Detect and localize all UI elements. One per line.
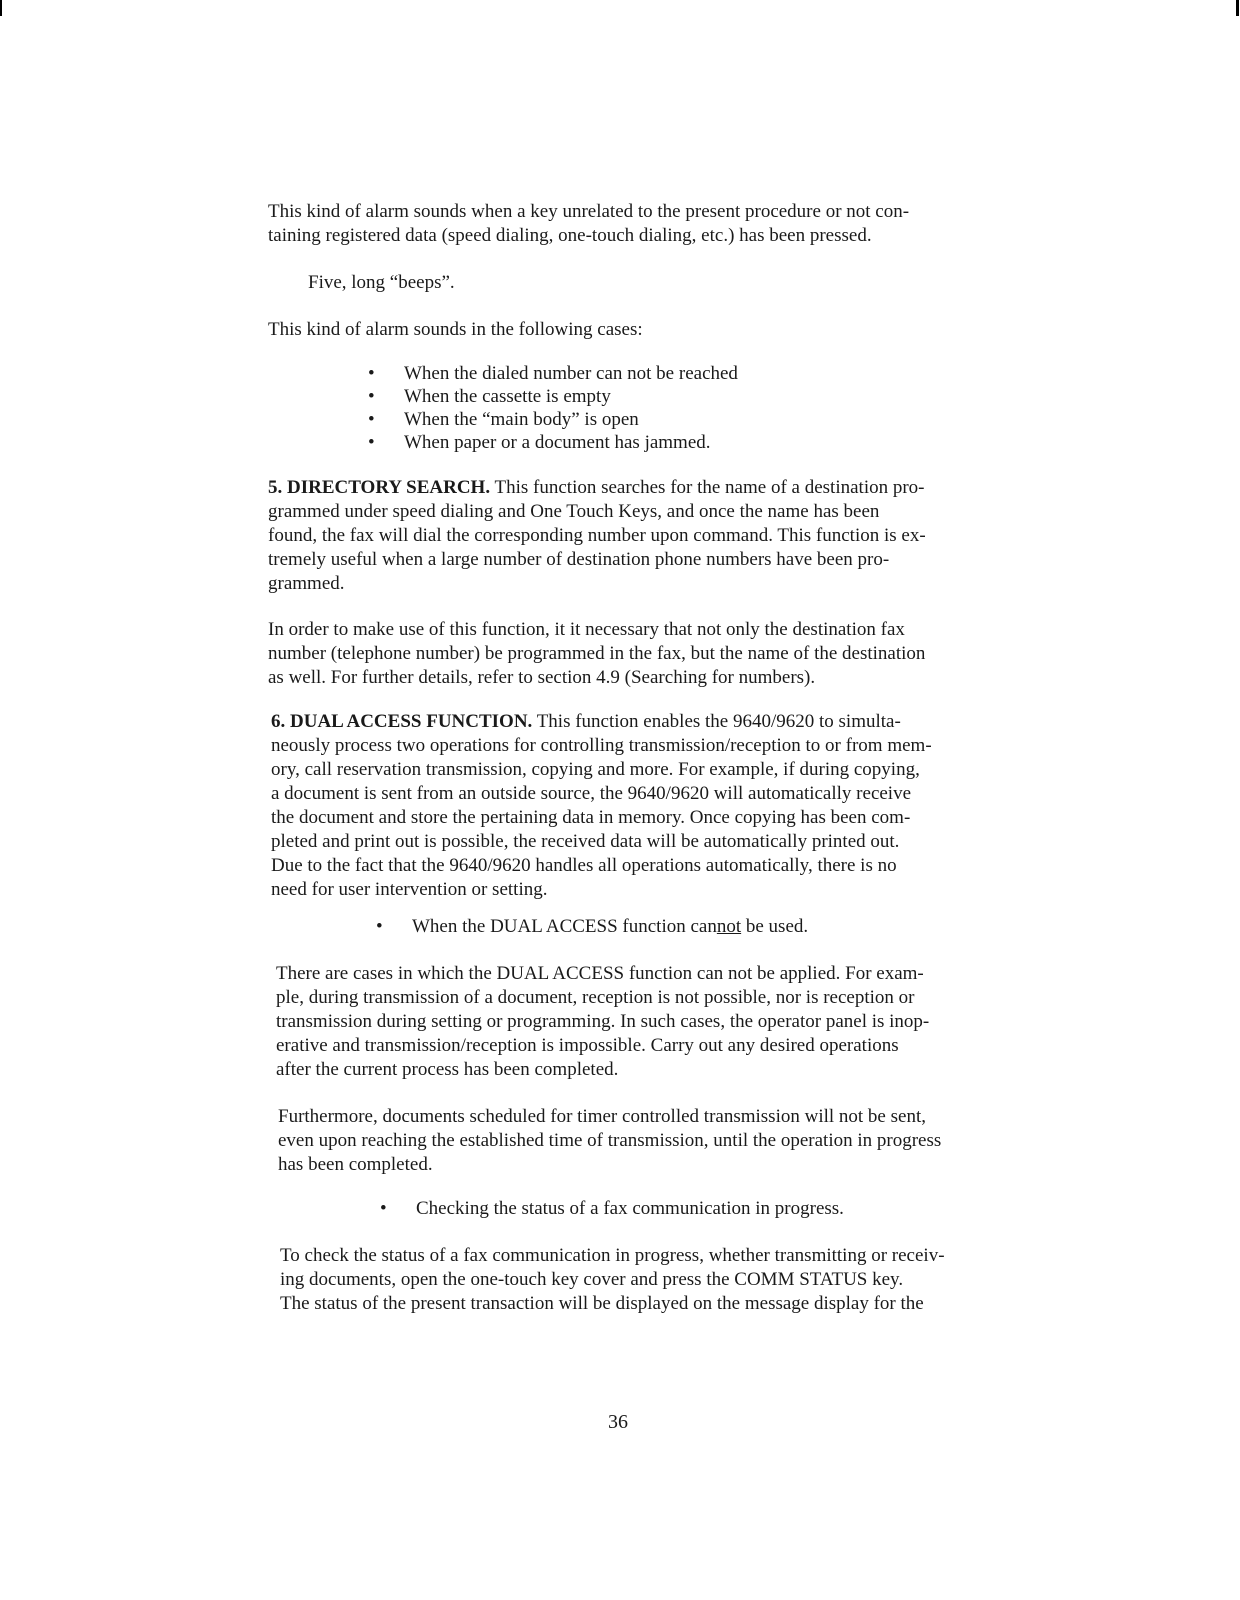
page-number: 36 bbox=[608, 1411, 628, 1433]
text-run: When the DUAL ACCESS function can bbox=[412, 916, 717, 937]
text-line: erative and transmission/reception is impossible. Carry out any desired operations bbox=[276, 1035, 899, 1056]
text-line: This kind of alarm sounds when a key unrelated to the present procedure or not con- bbox=[268, 201, 910, 222]
text-line: even upon reaching the established time of transmission, until the operation in progress bbox=[278, 1130, 942, 1151]
text-line: a document is sent from an outside source, the 9640/9620 will automatically receive bbox=[271, 783, 912, 804]
text-line: ple, during transmission of a document, reception is not possible, nor is reception or bbox=[276, 987, 915, 1008]
paragraph-directory-search-requirements bbox=[268, 618, 925, 690]
scan-edge-mark-left bbox=[0, 0, 2, 16]
text-line: after the current process has been completed. bbox=[276, 1059, 619, 1080]
bullet-icon: • bbox=[368, 409, 375, 430]
document-page: This kind of alarm sounds when a key unrelated to the present procedure or not con- taining registered data (speed dialing, one-touch dialing, etc.) has been pressed. Five, long “beeps”. This kind of alarm sounds in the following cases: • When the dialed number can not be reached • When the cassette is empty • When the “main body” is open • When paper or a document has jammed. 5. DIRECTORY SEARCH. This function searches for the name of a destination pro- grammed under speed dialing and One Touch Keys, and once the name has been found, the fax will dial the corresponding number upon command. This function is ex- tremely useful when a large number of destination phone numbers have been pro- grammed. In order to make use of this function, it it necessary that not only the destination fax number (telephone number) be programmed in the fax, but the name of the destination as well. For further details, refer to section 4.9 (Searching for numbers). 6. DUAL ACCESS FUNCTION. This function enables the 9640/9620 to simulta- neously process two operations for controlling transmission/reception to or from mem- ory, call reservation transmission, copying and more. For example, if during copying, a document is sent from an outside source, the 9640/9620 will automatically receive the document and store the pertaining data in memory. Once copying has been com- pleted and print out is possible, the received data will be automatically printed out. Due to the fact that the 9640/9620 handles all operations automatically, there is no need for user intervention or setting. • When the DUAL ACCESS function cannot be used. There are cases in which the DUAL ACCESS function can not be applied. For exam- ple, during transmission of a document, reception is not possible, nor is reception or transmission during setting or programming. In such cases, the operator panel is inop- erative and transmission/reception is impossible. Carry out any desired operations after the current process has been completed. Furthermore, documents scheduled for timer controlled transmission will not be sent, even upon reaching the established time of transmission, until the operation in progress has been completed. • Checking the status of a fax communication in progress. To check the status of a fax communication in progress, whether transmitting or receiv- ing documents, open the one-touch key cover and press the COMM STATUS key. The status of the present transaction will be displayed on the message display for the 36 bbox=[0, 0, 1240, 1600]
text-line: pleted and print out is possible, the received data will be automatically printed out. bbox=[271, 831, 900, 852]
text-line: transmission during setting or programming. In such cases, the operator panel is inop- bbox=[276, 1011, 930, 1032]
bullet-icon: • bbox=[368, 363, 375, 384]
text-run: be used. bbox=[741, 916, 809, 937]
text-line bbox=[268, 476, 926, 500]
text-line: has been completed. bbox=[278, 1154, 433, 1175]
section-heading: 6. DUAL ACCESS FUNCTION. bbox=[271, 711, 533, 732]
text-line: found, the fax will dial the corresponding number upon command. This function is ex- bbox=[268, 525, 926, 546]
underlined-text: not bbox=[716, 916, 742, 937]
paragraph-timer-transmission bbox=[278, 1105, 941, 1177]
text-run: This function searches for the name of a destination pro- bbox=[490, 477, 925, 498]
text-line: need for user intervention or setting. bbox=[271, 879, 548, 900]
text-line: grammed under speed dialing and One Touch Keys, and once the name has been bbox=[268, 501, 880, 522]
text-run: This function enables the 9640/9620 to simulta- bbox=[532, 711, 901, 732]
text-line: Due to the fact that the 9640/9620 handles all operations automatically, there is no bbox=[271, 855, 897, 876]
paragraph-alarm-key bbox=[268, 200, 909, 248]
text-line: as well. For further details, refer to section 4.9 (Searching for numbers). bbox=[268, 667, 816, 688]
text-line: ing documents, open the one-touch key cover and press the COMM STATUS key. bbox=[280, 1269, 904, 1290]
beeps-note: Five, long “beeps”. bbox=[308, 272, 455, 293]
section-heading: 5. DIRECTORY SEARCH. bbox=[268, 477, 491, 498]
text-line: There are cases in which the DUAL ACCESS function can not be applied. For exam- bbox=[276, 963, 924, 984]
text-line: number (telephone number) be programmed in the fax, but the name of the destination bbox=[268, 643, 926, 664]
text-line: In order to make use of this function, it it necessary that not only the destination fax bbox=[268, 619, 905, 640]
bullet-icon: • bbox=[376, 916, 383, 937]
text-line: grammed. bbox=[268, 573, 345, 594]
bullet-icon: • bbox=[368, 386, 375, 407]
text-line: taining registered data (speed dialing, one-touch dialing, etc.) has been pressed. bbox=[268, 225, 872, 246]
text-line: tremely useful when a large number of destination phone numbers have been pro- bbox=[268, 549, 890, 570]
paragraph-dual-access-limitations bbox=[276, 962, 929, 1082]
text-line: ory, call reservation transmission, copying and more. For example, if during copying, bbox=[271, 759, 920, 780]
section-dual-access bbox=[271, 710, 932, 902]
text-line: the document and store the pertaining data in memory. Once copying has been com- bbox=[271, 807, 911, 828]
bullet-icon: • bbox=[380, 1198, 387, 1219]
text-line: To check the status of a fax communication in progress, whether transmitting or receiv- bbox=[280, 1245, 945, 1266]
paragraph-alarm-cases: This kind of alarm sounds in the following cases: bbox=[268, 319, 643, 340]
text-line: The status of the present transaction will be displayed on the message display for the bbox=[280, 1293, 924, 1314]
paragraph-comm-status bbox=[280, 1244, 945, 1316]
text-line: Furthermore, documents scheduled for timer controlled transmission will not be sent, bbox=[278, 1106, 926, 1127]
section-directory-search bbox=[268, 476, 926, 596]
text-line bbox=[271, 710, 932, 734]
text-line: neously process two operations for controlling transmission/reception to or from mem- bbox=[271, 735, 932, 756]
bullet-icon: • bbox=[368, 432, 375, 453]
scan-edge-mark-right bbox=[1236, 0, 1239, 16]
